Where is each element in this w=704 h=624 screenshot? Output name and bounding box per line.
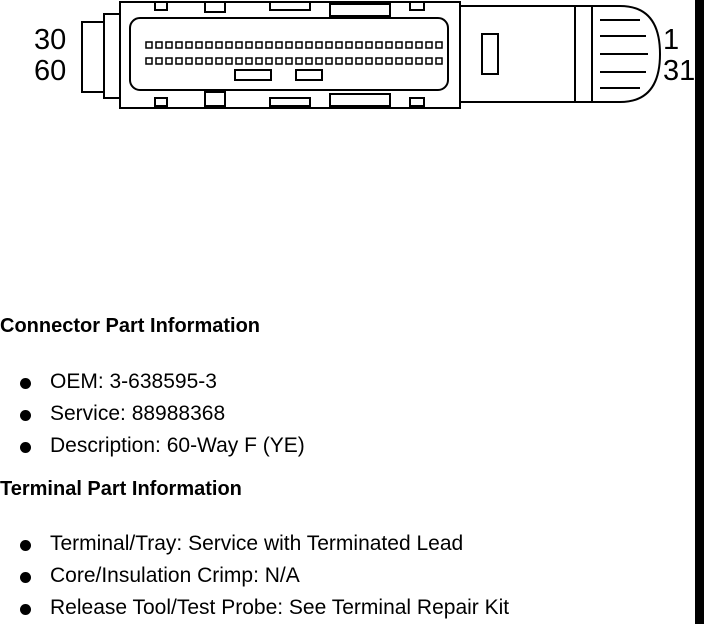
terminal-cavity <box>266 58 272 64</box>
terminal-info-list <box>0 528 509 624</box>
terminal-cavity <box>206 42 212 48</box>
terminal-cavity <box>366 42 372 48</box>
list-item: Release Tool/Test Probe: See Terminal Repair Kit <box>0 592 509 624</box>
terminal-cavity <box>316 42 322 48</box>
connector-face-diagram <box>0 0 704 120</box>
terminal-part-heading: Terminal Part Information <box>0 478 242 500</box>
terminal-cavity <box>276 58 282 64</box>
terminal-cavity <box>226 42 232 48</box>
connector-part-heading: Connector Part Information <box>0 315 261 337</box>
bullet-icon <box>20 378 31 389</box>
terminal-cavity <box>366 58 372 64</box>
terminal-cavity <box>386 58 392 64</box>
terminal-cavity <box>406 58 412 64</box>
terminal-cavity <box>216 42 222 48</box>
terminal-cavity <box>356 42 362 48</box>
terminal-cavity <box>246 42 252 48</box>
bullet-icon <box>20 604 31 615</box>
terminal-cavity <box>296 42 302 48</box>
terminal-cavity <box>236 42 242 48</box>
connector-info-list <box>0 366 305 462</box>
list-item: Terminal/Tray: Service with Terminated Lead <box>0 528 509 560</box>
terminal-cavity <box>306 58 312 64</box>
terminal-cavity <box>246 58 252 64</box>
terminal-cavity <box>426 58 432 64</box>
terminal-cavity <box>336 58 342 64</box>
terminal-cavity <box>186 58 192 64</box>
list-item: OEM: 3-638595-3 <box>0 366 305 398</box>
terminal-cavity-area <box>130 18 448 90</box>
terminal-cavity <box>266 42 272 48</box>
terminal-cavity <box>216 58 222 64</box>
bullet-icon <box>20 442 31 453</box>
terminal-cavity <box>206 58 212 64</box>
terminal-cavity <box>436 42 442 48</box>
terminal-cavity <box>256 42 262 48</box>
terminal-cavity <box>376 58 382 64</box>
list-item: Service: 88988368 <box>0 398 305 430</box>
pin-row-top <box>146 42 442 48</box>
terminal-cavity <box>346 58 352 64</box>
terminal-cavity <box>186 42 192 48</box>
terminal-cavity <box>196 58 202 64</box>
terminal-cavity <box>226 58 232 64</box>
pin-label-1: 1 <box>663 24 680 56</box>
terminal-cavity <box>376 42 382 48</box>
pin-label-31: 31 <box>663 55 696 87</box>
terminal-cavity <box>236 58 242 64</box>
bullet-icon <box>20 410 31 421</box>
terminal-cavity <box>336 42 342 48</box>
terminal-cavity <box>426 42 432 48</box>
terminal-cavity <box>286 42 292 48</box>
terminal-cavity <box>346 42 352 48</box>
terminal-cavity <box>356 58 362 64</box>
terminal-cavity <box>196 42 202 48</box>
terminal-cavity <box>396 42 402 48</box>
terminal-cavity <box>406 42 412 48</box>
terminal-cavity <box>416 58 422 64</box>
terminal-cavity <box>316 58 322 64</box>
terminal-cavity <box>176 42 182 48</box>
list-item: Core/Insulation Crimp: N/A <box>0 560 509 592</box>
left-lock-tab <box>82 22 104 92</box>
terminal-cavity <box>326 42 332 48</box>
list-item: Description: 60-Way F (YE) <box>0 430 305 462</box>
terminal-cavity <box>146 58 152 64</box>
terminal-cavity <box>166 42 172 48</box>
terminal-cavity <box>416 42 422 48</box>
terminal-cavity <box>156 58 162 64</box>
pin-row-bottom <box>146 58 442 64</box>
terminal-cavity <box>296 58 302 64</box>
terminal-cavity <box>166 58 172 64</box>
terminal-cavity <box>326 58 332 64</box>
bullet-icon <box>20 540 31 551</box>
latch-housing <box>460 6 592 102</box>
terminal-cavity <box>256 58 262 64</box>
terminal-cavity <box>286 58 292 64</box>
page-edge-bar <box>695 0 704 624</box>
terminal-cavity <box>146 42 152 48</box>
bullet-icon <box>20 572 31 583</box>
terminal-cavity <box>306 42 312 48</box>
pin-label-30: 30 <box>34 24 67 56</box>
terminal-cavity <box>276 42 282 48</box>
terminal-cavity <box>436 58 442 64</box>
terminal-cavity <box>156 42 162 48</box>
terminal-cavity <box>386 42 392 48</box>
pin-label-60: 60 <box>34 55 67 87</box>
terminal-cavity <box>176 58 182 64</box>
terminal-cavity <box>396 58 402 64</box>
